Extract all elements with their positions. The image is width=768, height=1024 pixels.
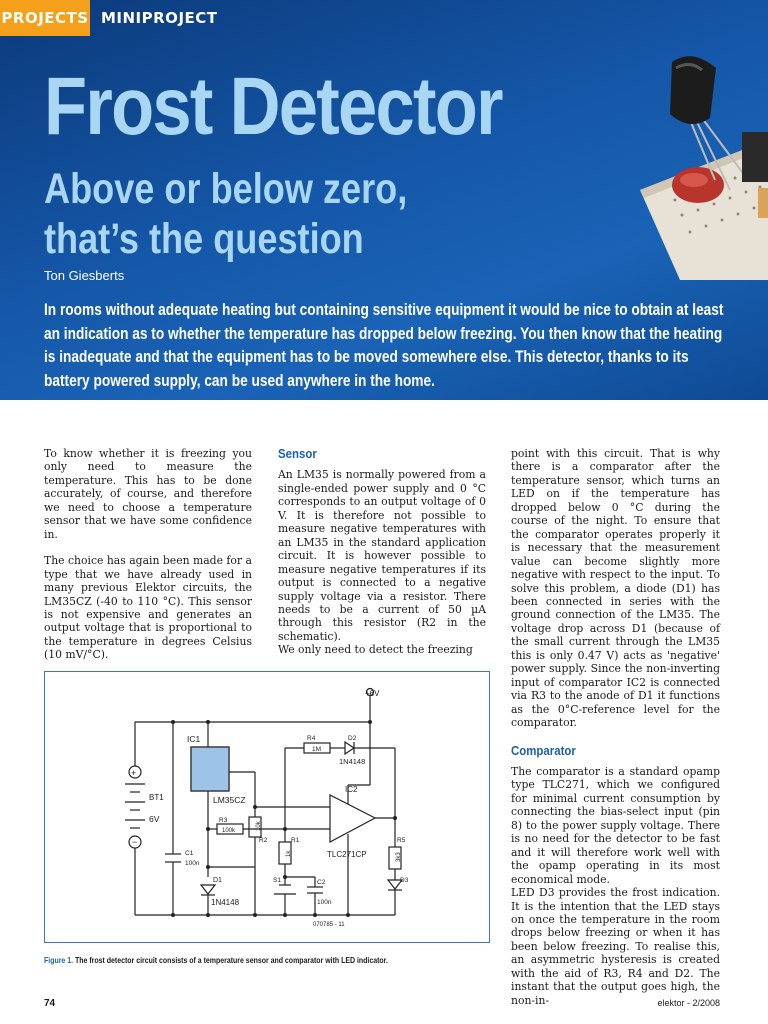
label-ic1: IC1 xyxy=(187,734,201,744)
svg-text:−: − xyxy=(132,837,138,847)
label-d1-model: 1N4148 xyxy=(211,898,240,907)
body-paragraph: An LM35 is normally powered from a single-ended power supply and 0 °C corresponds to an output voltage of 0 V. It is therefore not possible to measure negative temperatures with an LM35 in the standard application circuit. It is however possible to measure negative temperatures if its output is connected to a negative supply voltage via a resistor. There needs to be a current of 50 µA through this resistor (R2 in the schematic). xyxy=(278,468,486,643)
body-paragraph: We only need to detect the freezing xyxy=(278,643,473,657)
label-r3: R3 xyxy=(219,817,228,824)
figure-reference: 070785 - 11 xyxy=(313,922,345,928)
label-d2: D2 xyxy=(348,735,357,742)
label-r4: R4 xyxy=(307,735,316,742)
label-c2-value: 100n xyxy=(317,899,332,906)
label-bt1: BT1 xyxy=(149,793,164,802)
label-r2-value: 10k xyxy=(256,821,262,831)
label-d3: D3 xyxy=(400,877,409,884)
category-tab[interactable]: PROJECTS xyxy=(0,0,90,36)
figure-caption xyxy=(44,955,413,965)
circuit-schematic xyxy=(45,672,489,942)
author-byline: Ton Giesberts xyxy=(44,268,125,283)
body-paragraph: To know whether it is freezing you only need to measure the temperature. This has to be done accurately, of course, and therefore we need to choose a temperature sensor that we have some confidence in. xyxy=(44,447,252,541)
label-d1: D1 xyxy=(213,877,222,884)
subcategory-label: MINIPROJECT xyxy=(101,9,218,27)
label-s1: S1 xyxy=(273,877,281,884)
label-c1: C1 xyxy=(185,850,194,857)
label-r5-value: 3k3 xyxy=(396,852,402,862)
label-ic1-model: LM35CZ xyxy=(213,795,246,805)
label-r5: R5 xyxy=(397,837,406,844)
caption-text: The frost detector circuit consists of a temperature sensor and comparator with LED indicator. xyxy=(75,955,388,965)
component-photo xyxy=(620,40,768,280)
subtitle-line-2: that’s the question xyxy=(44,215,364,263)
subtitle-line-1: Above or below zero, xyxy=(44,165,408,213)
label-vcc: +6V xyxy=(365,689,380,698)
figure-schematic xyxy=(44,671,490,943)
label-bt1-value: 6V xyxy=(149,814,160,824)
svg-text:+: + xyxy=(131,768,137,778)
label-c2: C2 xyxy=(317,879,326,886)
label-r3-value: 100k xyxy=(222,828,236,834)
column-2 xyxy=(278,447,486,657)
section-heading-sensor: Sensor xyxy=(278,446,317,461)
article-subtitle xyxy=(44,164,407,264)
label-c1-value: 100n xyxy=(185,860,200,867)
intro-paragraph: In rooms without adequate heating but containing sensitive equipment it would be nice to obtain at least an indication as to whether the temperature has dropped below freezing. You then know that the heating is inadequate and that the equipment has to be moved somewhere else. This detector, thanks to its battery powered supply, can be used anywhere in the home. xyxy=(44,301,724,390)
label-ic2: IC2 xyxy=(345,785,358,794)
label-d2-model: 1N4148 xyxy=(339,757,366,766)
column-1 xyxy=(44,447,252,662)
label-ic2-model: TLC271CP xyxy=(327,850,367,859)
issue-info: elektor - 2/2008 xyxy=(657,998,720,1008)
column-3 xyxy=(511,447,720,1007)
page-number: 74 xyxy=(44,998,56,1009)
header-banner xyxy=(0,0,768,400)
section-heading-comparator: Comparator xyxy=(511,742,576,758)
body-paragraph: point with this circuit. That is why there is a comparator after the temperature sensor, which turns an LED on if the temperature has dropped below 0 °C during the course of the night. To ensure that the comparator operates properly it is necessary that the measurement value can become slightly more negative with respect to the input. To solve this problem, a diode (D1) has been connected in series with the ground connection of the LM35. The voltage drop across D1 (because of the small current through the LM35 this is only 0.47 V) acts as 'negative' power supply. Since the non-inverting input of comparator IC2 is connected via R3 to the anode of D1 it functions as the 0°C-reference level for the comparator. xyxy=(511,447,720,730)
article-title: Frost Detector xyxy=(44,61,502,152)
body-paragraph: The comparator is a standard opamp type TLC271, which we configured for minimal current consumption by connecting the bias-select input (pin 8) to the power supply voltage. There is no need for the detector to be fast and it will therefore work well with the opamp operating in its most economical mode. xyxy=(511,764,720,886)
label-r1-value: 1k xyxy=(286,850,292,857)
body-paragraph: LED D3 provides the frost indication. It is the intention that the LED stays on once the temperature in the room drops below freezing or when it has been below freezing. To realise this, an asymmetric hysteresis is created with the aid of R3, R4 and D2. The instant that the output goes high, the non-in- xyxy=(511,886,720,1007)
body-paragraph: The choice has again been made for a type that we have already used in many previous Elektor circuits, the LM35CZ (-40 to 110 °C). This sensor is not expensive and generates an output voltage that is proportional to the temperature in degrees Celsius (10 mV/°C). xyxy=(44,554,252,662)
label-r4-value: 1M xyxy=(312,746,322,753)
label-r2: R2 xyxy=(259,837,268,844)
label-r1: R1 xyxy=(291,837,300,844)
caption-label: Figure 1. xyxy=(44,955,74,965)
